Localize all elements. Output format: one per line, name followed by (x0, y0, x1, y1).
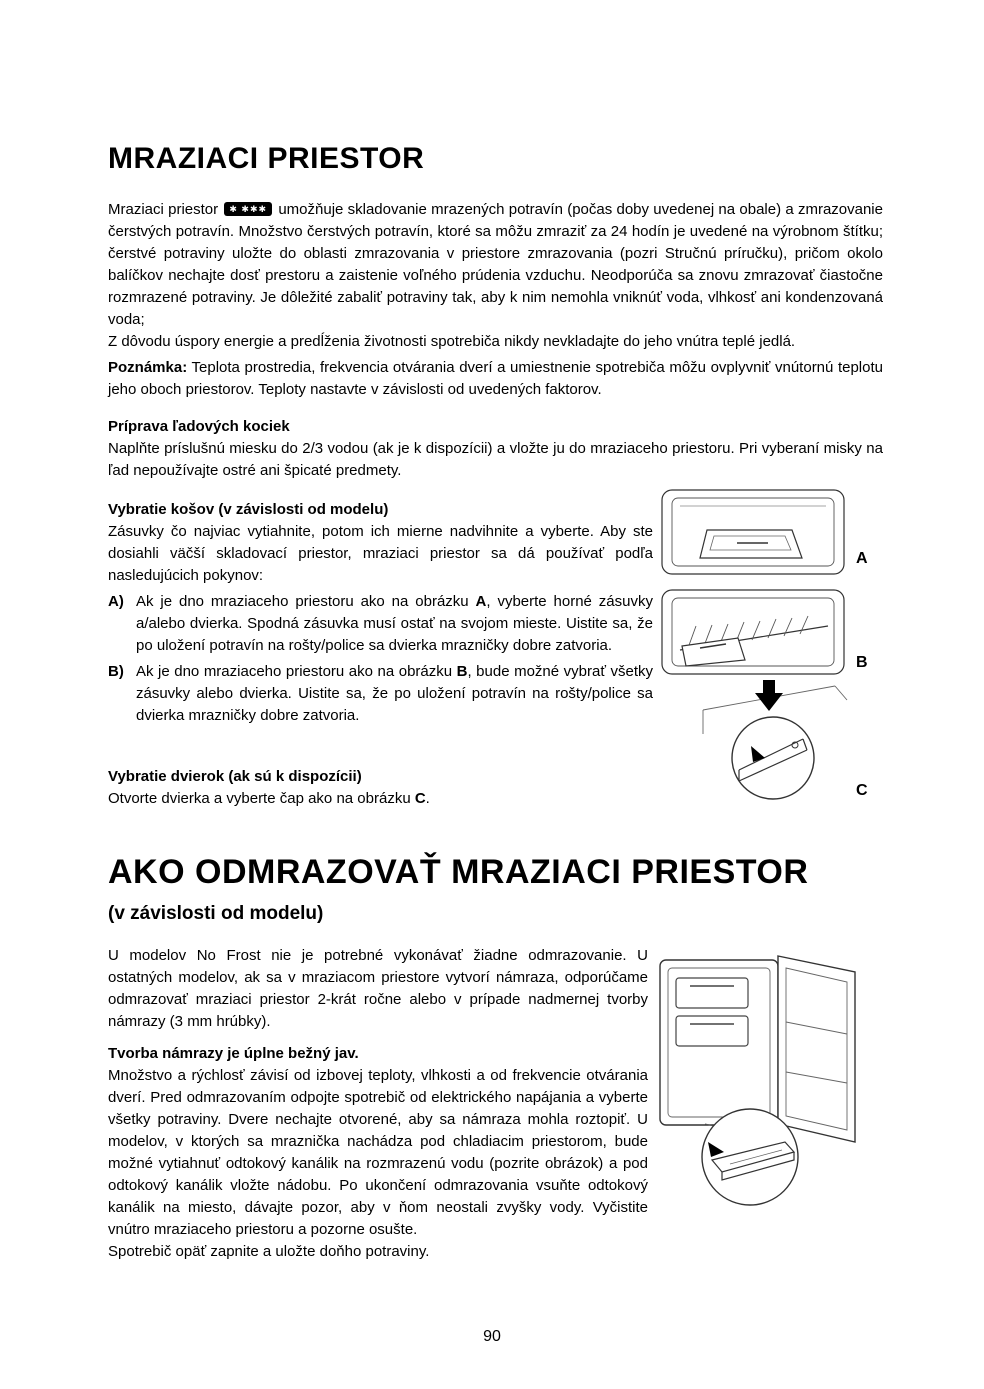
figure-label-b: B (856, 654, 868, 671)
defrost-instructions: Množstvo a rýchlosť závisí od izbovej teploty, vlhkosti a od frekvencie otvárania dverí. Pred odmrazovaním odpojte spotrebič od elektrického napájania a vyberte všetky potraviny. Dvere nechajte otvorené, aby sa námraza mohla roztopiť. U modelov, v ktorých sa mraznička nachádza pod chladiacim priestorom, bude možné vytiahnuť odtokový kanálik na rozmrazenú vodu (pozrite obrázok) a pod odtokový kanálik vložte nádobu. Po ukončení odmrazovania vsuňte odtokový kanálik na miesto, dávajte pozor, aby v ňom neostali zvyšky vody. Vyčistite vnútro mraziaceho priestoru a pozorne osušte. (108, 1067, 648, 1238)
figure-a-freezer-illustration (652, 486, 852, 578)
freezer-intro-paragraph (108, 199, 883, 331)
basket-removal-heading: Vybratie košov (v závislosti od modelu) (108, 501, 389, 518)
defrost-intro: U modelov No Frost nie je potrebné vykonávať žiadne odmrazovanie. U ostatných modelov, ak sa v mraziacom priestore vytvorí námraza, odporúčame odmrazovať mraziaci priestor 2-krát ročne alebo v prípade nadmernej tvorby námrazy (3 mm hrúbky). (108, 947, 648, 1030)
defrost-drain-illustration (650, 952, 885, 1207)
ice-cubes-section (108, 416, 883, 482)
door-removal-after: . (425, 790, 430, 807)
defrost-section-subtitle: (v závislosti od modelu) (108, 903, 324, 924)
ice-cubes-heading: Príprava ľadových kociek (108, 418, 290, 435)
energy-note: Z dôvodu úspory energie a predĺženia životnosti spotrebiča nikdy nevkladajte do jeho vnútra teplé jedlá. (108, 333, 796, 350)
door-removal-section (108, 766, 653, 810)
defrost-body-block (108, 945, 648, 1263)
ice-cubes-text: Naplňte príslušnú miesku do 2/3 vodou (ak je k dispozícii) a vložte ju do mraziaceho priestoru. Pri vyberaní misky na ľad nepoužívajte ostré ani špicaté predmety. (108, 440, 883, 479)
figure-label-c: C (856, 782, 868, 799)
defrost-section-title: AKO ODMRAZOVAŤ MRAZIACI PRIESTOR (108, 853, 809, 891)
freezer-intro (108, 199, 883, 353)
basket-removal-section (108, 499, 653, 727)
door-removal-before: Otvorte dvierka a vyberte čap ako na obrázku (108, 790, 415, 807)
freezer-star-rating-icon: ✱ ✱✱✱ (224, 202, 272, 216)
item-a-text-before: Ak je dno mraziaceho priestoru ako na obrázku (136, 593, 476, 610)
note-text: Teplota prostredia, frekvencia otvárania dverí a umiestnenie spotrebiča môžu ovplyvniť vnútornú teplotu jeho oboch priestorov. Teploty nastavte v závislosti od uvedených faktorov. (108, 359, 883, 398)
item-a-figure-ref: A (475, 593, 487, 610)
note-paragraph (108, 357, 883, 401)
door-removal-text (108, 788, 653, 810)
freezer-section-title: MRAZIACI PRIESTOR (108, 142, 425, 175)
list-item-a (108, 591, 653, 657)
figure-label-a: A (856, 550, 868, 567)
item-b-figure-ref: B (456, 663, 468, 680)
item-a-text-after: , vyberte horné zásuvky a/alebo dvierka. Spodná zásuvka musí ostať na svojom mieste. Uistite sa, že po uložení potravín na rošty/police sa dvierka mrazničky dobre zatvoria. (136, 593, 653, 654)
page-number: 90 (483, 1328, 501, 1345)
figure-b-freezer-illustration (652, 586, 852, 678)
intro-lead: Mraziaci priestor (108, 201, 219, 218)
list-marker-a: A) (108, 593, 124, 610)
defrost-closing: Spotrebič opäť zapnite a uložte doňho potraviny. (108, 1243, 430, 1260)
item-b-text-after: , bude možné vybrať všetky zásuvky alebo dvierka. Uistite sa, že po uložení potravín na rošty/police sa dvierka mrazničky dobre zatvoria. (136, 663, 653, 724)
item-b-text-before: Ak je dno mraziaceho priestoru ako na obrázku (136, 663, 457, 680)
door-removal-figure-ref: C (414, 790, 426, 807)
figure-c-door-pin-illustration (685, 678, 860, 803)
list-item-b (108, 661, 653, 727)
frost-heading: Tvorba námrazy je úplne bežný jav. (108, 1045, 359, 1062)
intro-text: umožňuje skladovanie mrazených potravín (počas doby uvedenej na obale) a zmrazovanie čerstvých potravín. Množstvo čerstvých potravín, ktoré sa môžu zmraziť za 24 hodín je uvedené na výrobnom štítku; čerstvé potraviny uložte do oblasti zmrazovania v priestore zmrazovania (pozri Stručnú príručku), pričom okolo balíčkov nechajte dosť prestoru a zaistenie voľného prúdenia vzduchu. Neodporúča sa znovu zmrazovať čiastočne rozmrazené potraviny. Je dôležité zabaliť potraviny tak, aby k nim nemohla vniknúť voda, vlhkosť ani kondenzovaná voda; (108, 201, 883, 328)
door-removal-heading: Vybratie dvierok (ak sú k dispozícii) (108, 768, 362, 785)
basket-removal-text: Zásuvky čo najviac vytiahnite, potom ich mierne nadvihnite a vyberte. Aby ste dosiahli väčší skladovací priestor, mraziaci priestor sa dá používať podľa nasledujúcich pokynov: (108, 523, 653, 584)
note-label: Poznámka: (108, 359, 188, 376)
list-marker-b: B) (108, 663, 124, 680)
